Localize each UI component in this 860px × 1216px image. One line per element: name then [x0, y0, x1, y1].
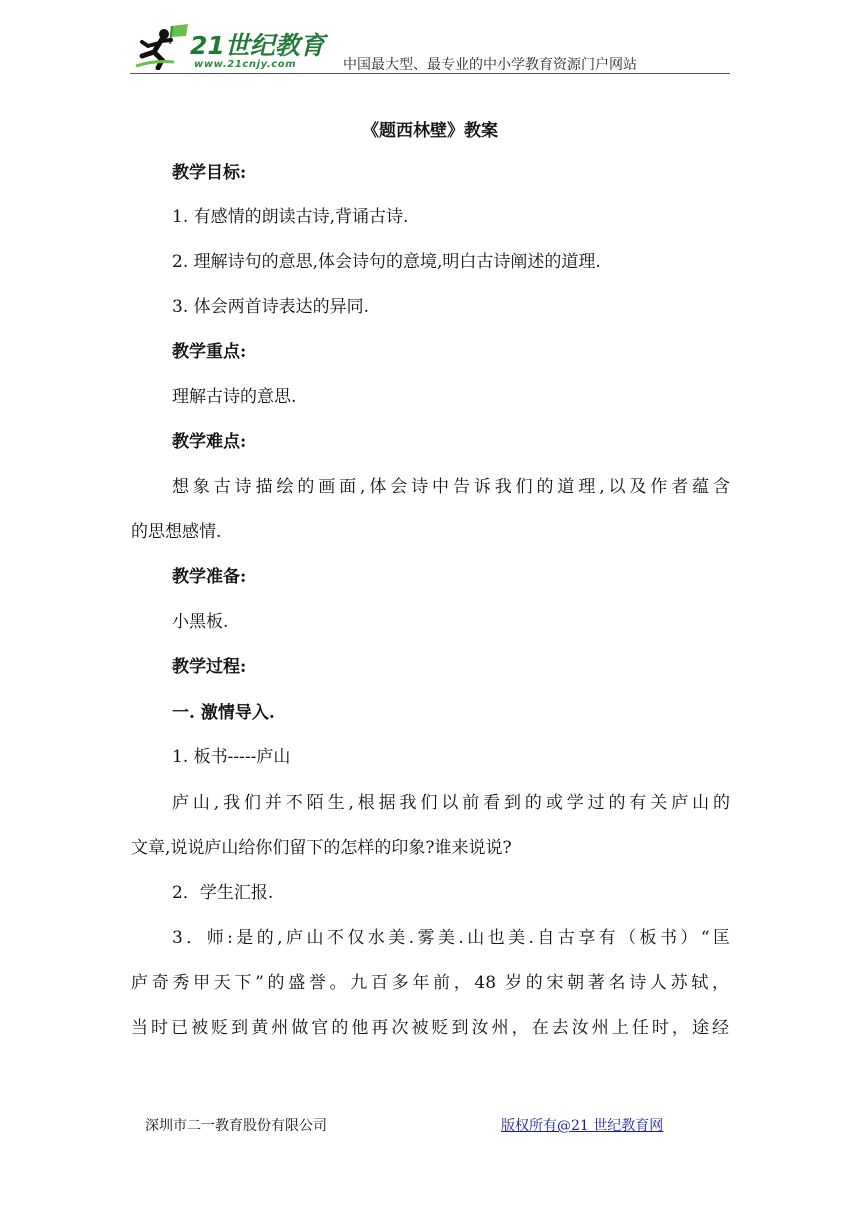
document-title: 《题西林壁》教案 [362, 121, 498, 141]
logo-text: 21世纪教育 [190, 31, 325, 60]
paragraph-line: 3．师:是的,庐山不仅水美.雾美.山也美.自古享有（板书）“匡 [172, 928, 730, 948]
running-figure-icon [134, 22, 196, 70]
page-header [130, 18, 730, 76]
paragraph-line: 2．学生汇报. [172, 883, 274, 903]
site-logo[interactable] [130, 18, 335, 74]
objective-item: 2. 理解诗句的意思,体会诗句的意境,明白古诗阐述的道理. [172, 252, 601, 272]
paragraph-line: 庐奇秀甲天下”的盛誉。九百多年前，48 岁的宋朝著名诗人苏轼， [131, 973, 729, 993]
section-heading-objectives: 教学目标: [172, 163, 247, 183]
objective-item: 1. 有感情的朗读古诗,背诵古诗. [172, 207, 409, 227]
section-heading-process: 教学过程: [172, 657, 247, 677]
paragraph-line: 理解古诗的意思. [172, 387, 297, 407]
paragraph-line: 1. 板书-----庐山 [172, 747, 291, 767]
logo-url: www.21cnjy.com [194, 59, 297, 70]
paragraph-line: 小黑板. [172, 612, 229, 632]
footer-copyright-link[interactable]: 版权所有@21 世纪教育网 [501, 1118, 664, 1134]
site-slogan: 中国最大型、最专业的中小学教育资源门户网站 [343, 57, 637, 73]
footer-company: 深圳市二一教育股份有限公司 [145, 1118, 327, 1134]
section-heading-preparation: 教学准备: [172, 567, 247, 587]
paragraph-line: 当时已被贬到黄州做官的他再次被贬到汝州，在去汝州上任时，途经 [131, 1018, 729, 1038]
paragraph-line: 的思想感情. [131, 522, 222, 542]
section-heading-key-points: 教学重点: [172, 342, 247, 362]
header-divider [130, 73, 730, 74]
section-heading-difficulties: 教学难点: [172, 432, 247, 452]
paragraph-line: 文章,说说庐山给你们留下的怎样的印象?谁来说说? [131, 838, 512, 858]
paragraph-line: 庐山,我们并不陌生,根据我们以前看到的或学过的有关庐山的 [172, 793, 730, 813]
objective-item: 3. 体会两首诗表达的异同. [172, 297, 370, 317]
subsection-heading: 一. 激情导入. [172, 703, 275, 723]
paragraph-line: 想象古诗描绘的画面,体会诗中告诉我们的道理,以及作者蕴含 [172, 477, 730, 497]
